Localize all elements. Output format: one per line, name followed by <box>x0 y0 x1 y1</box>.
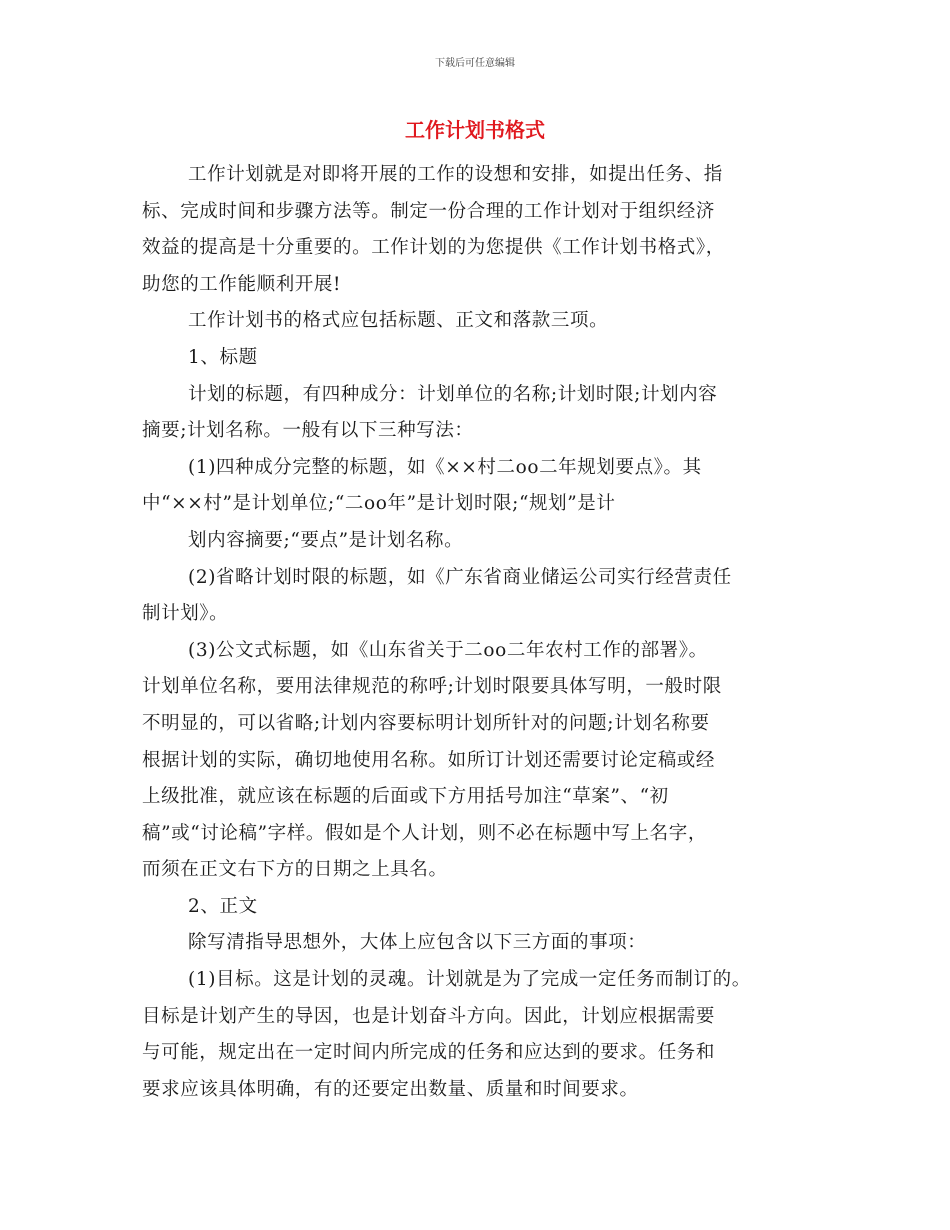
text-line: 计划单位名称，要用法律规范的称呼;计划时限要具体写明，一般时限 <box>142 676 722 698</box>
text-line: 与可能，规定出在一定时间内所完成的任务和应达到的要求。任务和 <box>142 1042 716 1064</box>
text-line: 制计划》。 <box>142 603 229 625</box>
text-line: 效益的提高是十分重要的。工作计划的为您提供《工作计划书格式》， <box>142 237 725 259</box>
text-line: 2、正文 <box>188 895 258 917</box>
text-line: 中“××村”是计划单位;“二oo年”是计划时限;“规划”是计 <box>142 493 616 515</box>
text-line: (2)省略计划时限的标题，如《广东省商业储运公司实行经营责任 <box>188 566 732 588</box>
text-line: 目标是计划产生的导因，也是计划奋斗方向。因此，计划应根据需要 <box>142 1005 716 1027</box>
document-body <box>142 157 842 1108</box>
text-line: 划内容摘要;“要点”是计划名称。 <box>188 529 464 551</box>
text-line: 助您的工作能顺利开展! <box>142 273 342 295</box>
text-line: 工作计划书的格式应包括标题、正文和落款三项。 <box>188 310 609 332</box>
text-line: 要求应该具体明确，有的还要定出数量、质量和时间要求。 <box>142 1078 639 1100</box>
text-line: 标、完成时间和步骤方法等。制定一份合理的工作计划对于组织经济 <box>142 200 716 222</box>
text-line: (1)目标。这是计划的灵魂。计划就是为了完成一定任务而制订的。 <box>188 969 751 991</box>
text-line: 摘要;计划名称。一般有以下三种写法： <box>142 420 474 442</box>
text-line: 根据计划的实际，确切地使用名称。如所订计划还需要讨论定稿或经 <box>142 749 716 771</box>
text-line: 除写清指导思想外，大体上应包含以下三方面的事项： <box>188 932 647 954</box>
text-line: 计划的标题，有四种成分：计划单位的名称;计划时限;计划内容 <box>188 383 718 405</box>
text-line: 不明显的，可以省略;计划内容要标明计划所针对的问题;计划名称要 <box>142 712 710 734</box>
text-line: (3)公文式标题，如《山东省关于二oo二年农村工作的部署》。 <box>188 639 708 661</box>
text-line: 而须在正文右下方的日期之上具名。 <box>142 859 448 881</box>
text-line: 工作计划就是对即将开展的工作的设想和安排，如提出任务、指 <box>188 164 723 185</box>
text-line: (1)四种成分完整的标题，如《××村二oo二年规划要点》。其 <box>188 456 702 478</box>
text-line: 稿”或“讨论稿”字样。假如是个人计划，则不必在标题中写上名字， <box>142 822 707 844</box>
text-line: 1、标题 <box>188 346 258 368</box>
text-line: 上级批准，就应该在标题的后面或下方用括号加注“草案”、“初 <box>142 786 669 808</box>
document-title: 工作计划书格式 <box>405 118 545 142</box>
header-note: 下载后可任意编辑 <box>435 58 515 69</box>
